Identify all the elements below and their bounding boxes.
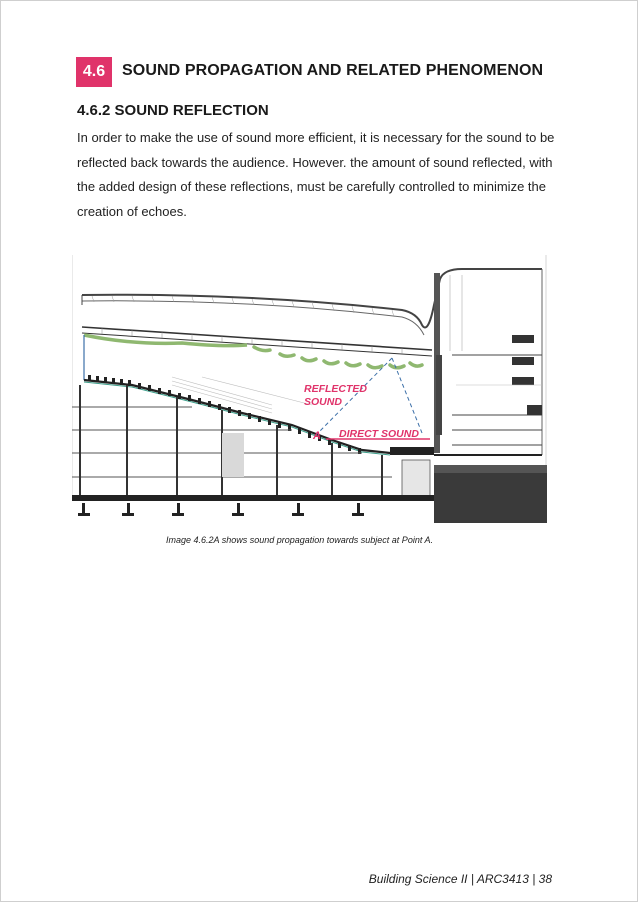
- section-title: SOUND PROPAGATION AND RELATED PHENOMENON: [122, 62, 544, 79]
- point-a-label: A: [313, 430, 321, 442]
- section-number-badge: 4.6: [76, 57, 112, 87]
- figure-caption: Image 4.6.2A shows sound propagation towards subject at Point A.: [166, 535, 433, 545]
- reflected-label-line2: SOUND: [304, 396, 342, 408]
- direct-sound-label: DIRECT SOUND: [339, 428, 419, 440]
- roof-outline: [82, 269, 542, 328]
- page-footer: Building Science II | ARC3413 | 38: [368, 872, 552, 886]
- reflected-label-line1: REFLECTED: [304, 383, 367, 395]
- auditorium-section-drawing: [72, 255, 547, 523]
- subsection-title: 4.6.2 SOUND REFLECTION: [77, 102, 269, 119]
- body-paragraph: In order to make the use of sound more efficient, it is necessary for the sound to be reflected back towards the audience. However. the amount of sound reflected, with the added design of these reflections, must be carefully controlled to minimize the creation of echoes.: [77, 130, 555, 219]
